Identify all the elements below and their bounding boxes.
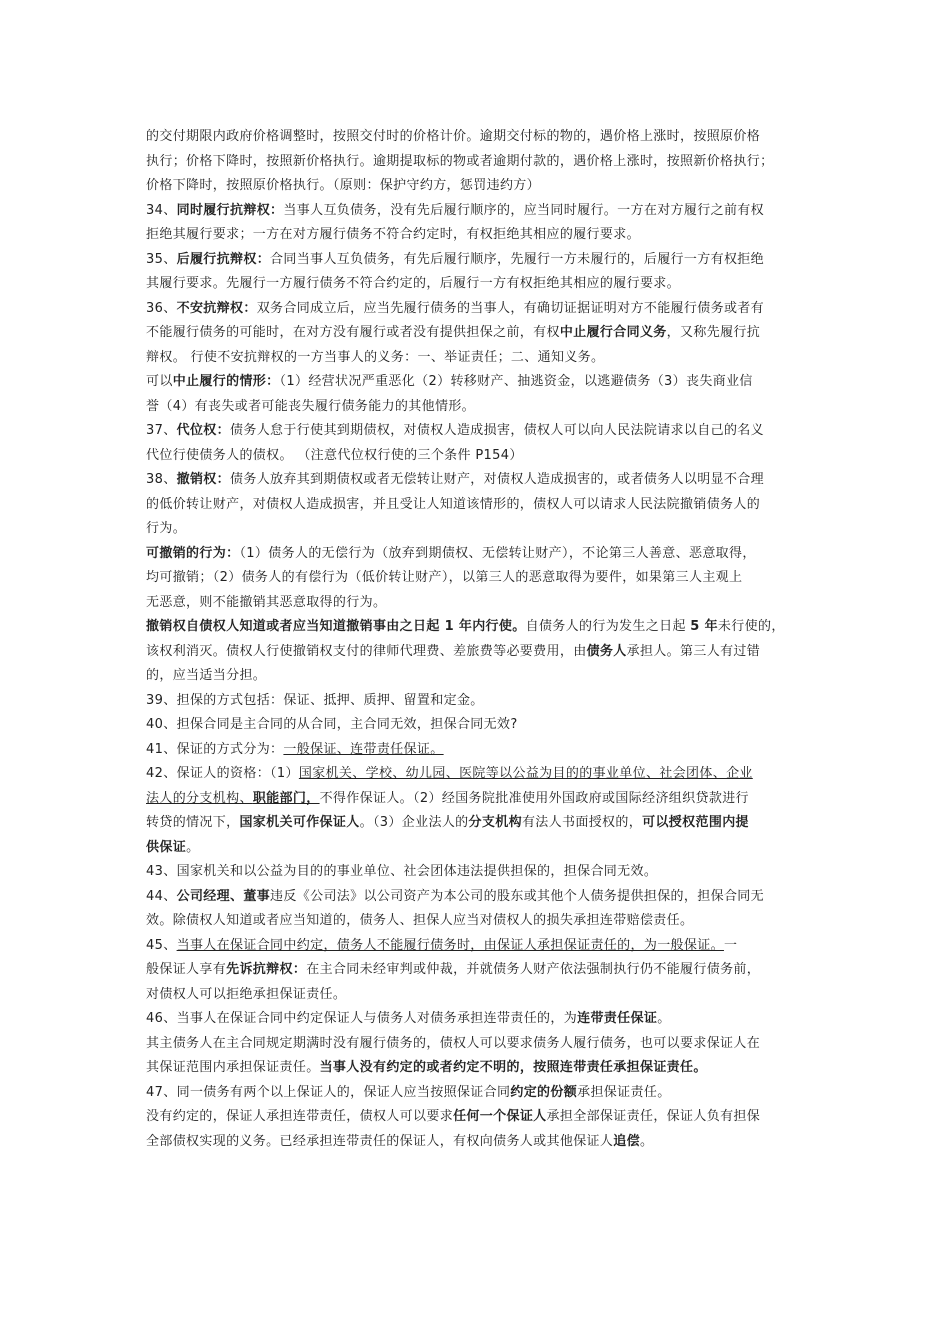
- text-segment: 效。除债权人知道或者应当知道的，债务人、担保人应当对债权人的损失承担连带赔偿责任。: [146, 913, 694, 928]
- text-line: [146, 689, 810, 714]
- text-segment: 不能履行债务的可能时，在对方没有履行或者没有提供担保之前，有权: [146, 325, 560, 340]
- text-segment: 有法人书面授权的，: [521, 815, 643, 830]
- bold-text-segment: 同时履行抗辩权：: [176, 202, 284, 218]
- text-line: [146, 787, 810, 812]
- text-segment: 全部债权实现的义务。已经承担连带责任的保证人，有权向债务人或其他保证人: [146, 1133, 614, 1149]
- text-segment: 。（3）企业法人的: [359, 815, 469, 830]
- text-segment: 41、保证的方式分为：: [146, 741, 284, 757]
- text-segment: 一: [723, 937, 738, 953]
- text-segment: 承担人。第三人有过错: [626, 643, 761, 659]
- text-segment: 45、: [146, 937, 177, 953]
- text-line: [146, 272, 810, 297]
- text-segment: 36、: [146, 300, 177, 316]
- text-segment: （1）经营状况严重恶化（2）转移财产、抽逃资金，以逃避债务（3）丧失商业信: [279, 374, 753, 389]
- bold-text-segment: 可以授权范围内提: [642, 815, 749, 830]
- bold-text-segment: 公司经理、董事: [176, 888, 271, 904]
- text-segment: 。: [639, 1133, 654, 1149]
- text-line: [146, 248, 810, 273]
- bold-text-segment: 撤销权自债权人知道或者应当知道撤销事由之日起 1 年内行使。: [146, 619, 526, 634]
- text-line: [146, 199, 810, 224]
- text-segment: 不得作保证人。（2）经国务院批准使用外国政府或国际经济组织贷款进行: [319, 790, 749, 806]
- bold-text-segment: 国家机关可作保证人: [239, 815, 360, 830]
- text-segment: 违反《公司法》以公司资产为本公司的股东或其他个人债务提供担保的，担保合同无: [270, 888, 764, 904]
- text-line: [146, 370, 810, 395]
- text-segment: （1）债务人的无偿行为（放弃到期债权、无偿转让财产），不论第三人善意、恶意取得，: [239, 545, 756, 561]
- text-line: [146, 934, 810, 959]
- text-line: [146, 150, 810, 175]
- text-segment: 其保证范围内承担保证责任。: [146, 1060, 320, 1075]
- bold-text-segment: 可撤销的行为：: [146, 545, 240, 561]
- text-segment: 债务人怠于行使其到期债权，对债权人造成损害，债权人可以向人民法院请求以自己的名义: [230, 423, 765, 438]
- text-segment: 在主合同未经审判或仲裁，并就债务人财产依法强制执行仍不能履行债务前，: [306, 962, 761, 977]
- text-segment: 。: [186, 839, 200, 855]
- text-segment: 无恶意，则不能撤销其恶意取得的行为。: [146, 594, 387, 610]
- text-line: [146, 1056, 810, 1081]
- text-line: [146, 1007, 810, 1032]
- bold-text-segment: 代位权：: [176, 423, 230, 438]
- text-segment: 债务人放弃其到期债权或者无偿转让财产，对债权人造成损害的，或者债务人以明显不合理: [230, 472, 765, 487]
- text-segment: 执行；价格下降时，按照新价格执行。逾期提取标的物或者逾期付款的，遇价格上涨时，按照新价格执行；: [146, 153, 774, 169]
- text-segment: 当事人互负债务，没有先后履行顺序的，应当同时履行。一方在对方履行之前有权: [283, 202, 765, 218]
- text-segment: 转贷的情况下，: [146, 815, 240, 830]
- text-line: [146, 1130, 810, 1155]
- text-line: [146, 1032, 810, 1057]
- text-line: [146, 542, 810, 567]
- text-segment: 辩权。 行使不安抗辩权的一方当事人的义务：一、举证责任；二、通知义务。: [146, 349, 605, 365]
- bold-text-segment: 先诉抗辩权：: [226, 962, 307, 977]
- text-segment: 44、: [146, 888, 177, 904]
- bold-text-segment: 分支机构: [468, 815, 522, 830]
- text-line: [146, 566, 810, 591]
- text-line: [146, 958, 810, 983]
- text-segment: 37、: [146, 423, 177, 438]
- text-line: [146, 983, 810, 1008]
- document-page: [146, 125, 810, 1154]
- text-segment: 35、: [146, 251, 177, 267]
- text-line: [146, 836, 810, 861]
- bold-text-segment: 后履行抗辩权：: [176, 251, 271, 267]
- text-line: [146, 860, 810, 885]
- text-segment: 自债务人的行为发生之日起: [525, 619, 691, 634]
- text-segment: 承担保证责任。: [577, 1084, 671, 1100]
- text-line: [146, 468, 810, 493]
- text-segment: 46、当事人在保证合同中约定保证人与债务人对债务承担连带责任的，为: [146, 1011, 578, 1026]
- bold-text-segment: 不安抗辩权：: [176, 300, 257, 316]
- text-line: [146, 664, 810, 689]
- text-line: [146, 517, 810, 542]
- bold-text-segment: 连带责任保证: [577, 1011, 658, 1026]
- text-line: [146, 321, 810, 346]
- text-segment: ，又称先履行抗: [666, 325, 761, 340]
- text-segment: 47、同一债务有两个以上保证人的，保证人应当按照保证合同: [146, 1084, 511, 1100]
- text-line: [146, 1105, 810, 1130]
- text-line: [146, 909, 810, 934]
- text-segment: 未行使的，: [717, 619, 785, 634]
- text-line: [146, 640, 810, 665]
- text-line: [146, 444, 810, 469]
- text-segment: 34、: [146, 202, 177, 218]
- text-segment: 拒绝其履行要求；一方在对方履行债务不符合约定时，有权拒绝其相应的履行要求。: [146, 227, 640, 242]
- text-segment: 的低价转让财产，对债权人造成损害，并且受让人知道该情形的，债权人可以请求人民法院撤销债务人的: [146, 496, 761, 512]
- text-line: [146, 811, 810, 836]
- bold-text-segment: 当事人没有约定的或者约定不明的，按照连带责任承担保证责任。: [319, 1060, 707, 1075]
- text-segment: 均可撤销；（2）债务人的有偿行为（低价转让财产），以第三人的恶意取得为要件，如果第三人主观上: [146, 570, 743, 585]
- text-segment: 39、担保的方式包括：保证、抵押、质押、留置和定金。: [146, 692, 484, 708]
- bold-text-segment: 中止履行合同义务: [559, 325, 667, 340]
- text-segment: 行为。: [146, 521, 187, 536]
- text-segment: 其主债务人在主合同规定期满时没有履行债务的，债权人可以要求债务人履行债务，也可以要求保证人在: [146, 1035, 761, 1051]
- text-segment: 当事人在保证合同中约定，债务人不能履行债务时，由保证人承担保证责任的，为一般保证。: [176, 937, 724, 953]
- text-segment: 法人的分支机构、: [146, 790, 253, 806]
- bold-text-segment: 任何一个保证人: [453, 1109, 547, 1124]
- bold-text-segment: 职能部门，: [252, 790, 320, 806]
- text-line: [146, 419, 810, 444]
- text-line: [146, 1081, 810, 1106]
- text-segment: 对债权人可以拒绝承担保证责任。: [146, 986, 347, 1002]
- text-line: [146, 885, 810, 910]
- text-line: [146, 738, 810, 763]
- text-line: [146, 493, 810, 518]
- text-segment: 承担全部保证责任，保证人负有担保: [546, 1109, 761, 1124]
- text-segment: 般保证人享有: [146, 962, 227, 977]
- bold-text-segment: 约定的份额: [510, 1084, 578, 1100]
- text-segment: 可以: [146, 374, 173, 389]
- bold-text-segment: 供保证: [146, 839, 187, 855]
- text-segment: 该权利消灭。债权人行使撤销权支付的律师代理费、差旅费等必要费用，由: [146, 643, 587, 659]
- text-line: [146, 223, 810, 248]
- bold-text-segment: 债务人: [586, 643, 627, 659]
- text-segment: 的，应当适当分担。: [146, 668, 267, 683]
- text-line: [146, 346, 810, 371]
- text-segment: 没有约定的，保证人承担连带责任，债权人可以要求: [146, 1109, 454, 1124]
- bold-text-segment: 5 年: [690, 619, 718, 634]
- text-line: [146, 395, 810, 420]
- bold-text-segment: 追偿: [613, 1133, 640, 1149]
- text-line: [146, 762, 810, 787]
- text-segment: 价格下降时，按照原价格执行。（原则：保护守约方，惩罚违约方）: [146, 178, 541, 193]
- text-segment: 代位行使债务人的债权。 （注意代位权行使的三个条件 P154）: [146, 447, 523, 463]
- text-line: [146, 125, 810, 150]
- text-segment: 一般保证、连带责任保证。: [283, 741, 444, 757]
- text-segment: 誉（4）有丧失或者可能丧失履行债务能力的其他情形。: [146, 398, 476, 414]
- bold-text-segment: 撤销权：: [176, 472, 230, 487]
- text-segment: 42、保证人的资格：（1）: [146, 766, 299, 781]
- text-line: [146, 174, 810, 199]
- text-segment: 合同当事人互负债务，有先后履行顺序，先履行一方未履行的，后履行一方有权拒绝: [270, 251, 764, 267]
- text-segment: 40、担保合同是主合同的从合同，主合同无效，担保合同无效?: [146, 717, 518, 732]
- text-line: [146, 297, 810, 322]
- text-line: [146, 713, 810, 738]
- text-segment: 38、: [146, 472, 177, 487]
- text-segment: 。: [657, 1011, 671, 1026]
- text-line: [146, 615, 810, 640]
- text-segment: 其履行要求。先履行一方履行债务不符合约定的，后履行一方有权拒绝其相应的履行要求。: [146, 276, 681, 291]
- text-segment: 双务合同成立后，应当先履行债务的当事人，有确切证据证明对方不能履行债务或者有: [256, 300, 765, 316]
- text-segment: 43、国家机关和以公益为目的的事业单位、社会团体违法提供担保的，担保合同无效。: [146, 864, 658, 879]
- text-segment: 的交付期限内政府价格调整时，按照交付时的价格计价。逾期交付标的物的，遇价格上涨时，按照原价格: [146, 129, 761, 144]
- bold-text-segment: 中止履行的情形：: [172, 374, 280, 389]
- text-segment: 国家机关、学校、幼儿园、医院等以公益为目的的事业单位、社会团体、企业: [298, 766, 753, 781]
- text-line: [146, 591, 810, 616]
